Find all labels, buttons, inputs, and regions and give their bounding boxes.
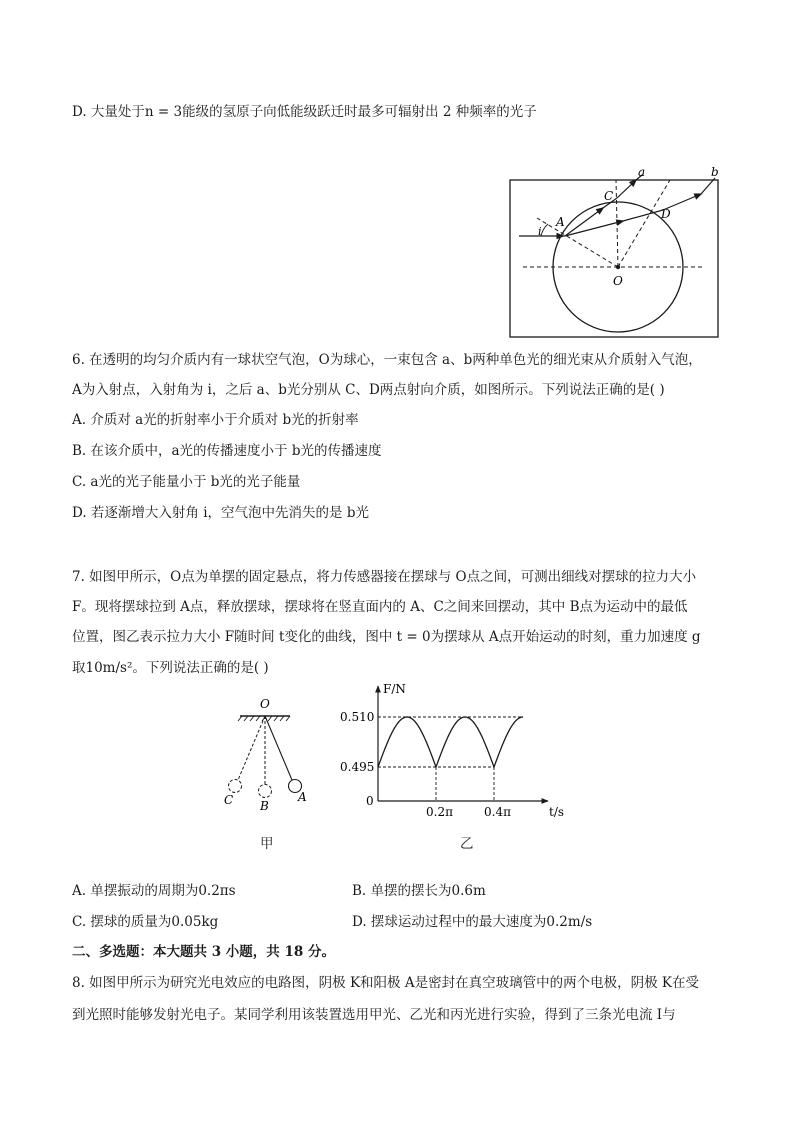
normal-OC <box>616 180 618 267</box>
y-axis-label: F/N <box>383 682 406 696</box>
q7-stem-line2: F。现将摆球拉到 A点，释放摆球，摆球将在竖直面内的 A、C之间来回摆动，其中 B点为运动中的最低 <box>72 599 688 615</box>
label-O: O <box>260 697 270 711</box>
caption-yi: 乙 <box>460 836 474 852</box>
q7-figure-jia <box>218 694 318 814</box>
q7-option-c: C. 摆球的质量为0.05kg <box>72 914 219 930</box>
label-C: C <box>224 793 234 807</box>
label-D: D <box>661 207 671 221</box>
q7-option-a: A. 单摆振动的周期为0.2πs <box>72 883 236 899</box>
normal-OD <box>618 180 670 267</box>
ray-a-outside <box>617 180 636 198</box>
center-point <box>616 265 620 269</box>
y-tick-0: 0 <box>366 794 374 808</box>
q6-stem-line2: A为入射点，入射角为 i，之后 a、b光分别从 C、D两点射向介质，如图所示。下列说法正确的是( ) <box>72 382 665 398</box>
x-tick-04pi: 0.4π <box>484 805 511 819</box>
string-C <box>238 716 265 780</box>
x-axis-label: t/s <box>549 805 565 819</box>
q6-stem-line1: 6. 在透明的均匀介质内有一球状空气泡，O为球心，一束包含 a、b两种单色光的细光束从介质射入气泡， <box>72 352 702 368</box>
force-curve <box>378 717 523 767</box>
bob-B <box>259 785 272 798</box>
q7-option-b: B. 单摆的摆长为0.6m <box>352 883 486 899</box>
q7-stem-line4: 取10m/s²。下列说法正确的是( ) <box>72 660 269 676</box>
q6-option-c: C. a光的光子能量小于 b光的光子能量 <box>72 474 301 490</box>
label-i: i <box>538 225 542 238</box>
q5-option-d: D. 大量处于n = 3能级的氢原子向低能级跃迁时最多可辐射出 2 种频率的光子 <box>72 104 537 120</box>
label-a: a <box>638 166 646 179</box>
x-tick-02pi: 0.2π <box>426 805 453 819</box>
q7-option-d: D. 摆球运动过程中的最大速度为0.2m/s <box>352 914 593 930</box>
section-2-title: 二、多选题：本大题共 3 小题，共 18 分。 <box>72 944 335 960</box>
medium-box <box>510 180 718 337</box>
q8-stem-line1: 8. 如图甲所示为研究光电效应的电路图，阴极 K和阳极 A是密封在真空玻璃管中的两个电极，阴极 K在受 <box>72 975 699 991</box>
q6-option-a: A. 介质对 a光的折射率小于介质对 b光的折射率 <box>72 412 359 428</box>
label-A: A <box>556 215 565 229</box>
label-C: C <box>604 189 614 203</box>
y-tick-0495: 0.495 <box>340 760 375 774</box>
q6-option-b: B. 在该介质中，a光的传播速度小于 b光的传播速度 <box>72 443 382 459</box>
label-O: O <box>613 274 623 288</box>
q6-option-d: D. 若逐渐增大入射角 i，空气泡中先消失的是 b光 <box>72 505 369 521</box>
q7-stem-line1: 7. 如图甲所示，O点为单摆的固定悬点，将力传感器接在摆球与 O点之间，可测出细线对摆球的拉力大小 <box>72 569 697 585</box>
string-A <box>265 716 292 780</box>
q7-stem-line3: 位置，图乙表示拉力大小 F随时间 t变化的曲线，图中 t = 0为摆球从 A点开始运动的时刻，重力加速度 g <box>72 629 701 645</box>
q7-figure-yi-chart <box>328 680 578 820</box>
q8-stem-line2: 到光照时能够发射光电子。某同学利用该装置选用甲光、乙光和丙光进行实验，得到了三条光电流 I与 <box>72 1007 676 1023</box>
caption-jia: 甲 <box>260 836 274 852</box>
y-tick-0510: 0.510 <box>340 710 375 724</box>
ray-b-inside <box>565 221 623 236</box>
label-b: b <box>711 166 719 179</box>
label-A: A <box>298 790 307 804</box>
q6-figure <box>505 166 730 342</box>
bob-C <box>229 780 242 793</box>
label-B: B <box>260 799 269 813</box>
